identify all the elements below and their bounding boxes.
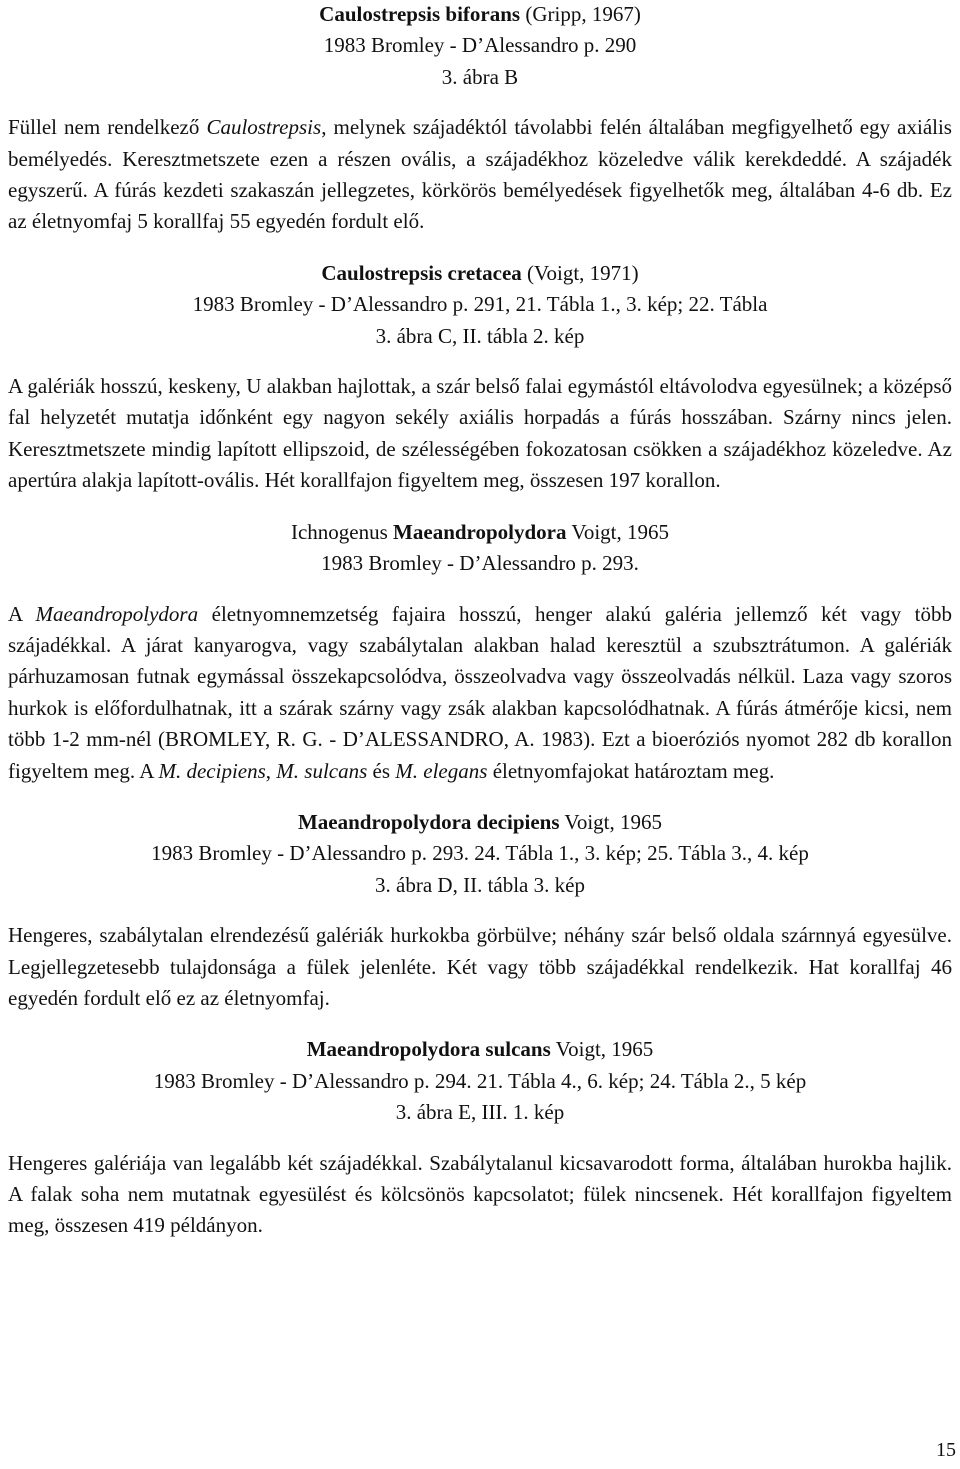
taxon-name: Maeandropolydora decipiens: [297, 809, 560, 834]
species-italic: M. decipiens: [158, 758, 266, 783]
rank-label: Ichnogenus: [290, 519, 394, 544]
author-year: (Gripp, 1967): [520, 2, 641, 26]
taxon-name: Caulostrepsis biforans: [319, 2, 521, 26]
species-italic: M. elegans: [395, 758, 488, 783]
taxon-name: Caulostrepsis cretacea: [321, 260, 522, 285]
author-year: Voigt, 1965: [566, 519, 670, 544]
author-year: Voigt, 1965: [559, 809, 663, 834]
figure-reference: 3. ábra C, II. tábla 2. kép: [375, 323, 585, 348]
section-heading: [8, 258, 952, 289]
reference-line: 1983 Bromley - D’Alessandro p. 293. 24. Tábla 1., 3. kép; 25. Tábla 3., 4. kép: [151, 841, 809, 866]
figure-reference: 3. ábra B: [441, 64, 519, 89]
figure-reference: 3. ábra D, II. tábla 3. kép: [375, 872, 585, 897]
figure-reference: 3. ábra E, III. 1. kép: [395, 1100, 565, 1125]
section-heading: [8, 517, 952, 548]
description-paragraph: Hengeres, szabálytalan elrendezésű galériák hurkokba görbülve; néhány szár belső oldala szárnnyá egyesülve. Legjellegzetesebb tulajdonsága a fülek jelenléte. Két vagy több szájadékkal rendelkezik. Hat korallfaj 46 egyedén fordult elő ez az életnyomfaj.: [8, 923, 952, 1010]
section-heading: [8, 807, 952, 838]
reference-line: 1983 Bromley - D’Alessandro p. 290: [323, 33, 637, 58]
taxon-name: Maeandropolydora: [393, 519, 567, 544]
genus-italic: Maeandropolydora: [35, 601, 199, 626]
author-year: (Voigt, 1971): [521, 260, 639, 285]
description-paragraph: Füllel nem rendelkező Caulostrepsis, melynek szájadéktól távolabbi felén általában megfigyelhető egy axiális bemélyedés. Keresztmetszete ezen a részen ovális, a szájadékhoz közeledve válik kerekdeddé. A szájadék egyszerű. A fúrás kezdeti szakaszán jellegzetes, körkörös bemélyedések figyelhetők meg, általában 4-6 db. Ez az életnyomfaj 5 korallfaj 55 egyedén fordult elő.: [8, 115, 952, 234]
reference-line: 1983 Bromley - D’Alessandro p. 294. 21. Tábla 4., 6. kép; 24. Tábla 2., 5 kép: [153, 1068, 807, 1093]
section-heading: [8, 0, 952, 30]
reference-line: 1983 Bromley - D’Alessandro p. 293.: [321, 551, 639, 576]
reference-line: 1983 Bromley - D’Alessandro p. 291, 21. Tábla 1., 3. kép; 22. Tábla: [192, 292, 768, 317]
page-number: 15: [936, 1439, 956, 1461]
description-paragraph: Hengeres galériája van legalább két szájadékkal. Szabálytalanul kicsavarodott forma, általában hurokba hajlik. A falak soha nem mutatnak egyesülést és kölcsönös kapcsolatot; fülek nincsenek. Hét korallfajon figyeltem meg, összesen 419 példányon.: [8, 1150, 952, 1238]
description-paragraph: A Maeandropolydora életnyomnemzetség fajaira hosszú, henger alakú galéria jellemző két vagy több szájadékkal. A járat kanyarogva, vagy szabálytalan alakban halad keresztül a szubsztrátumon. A galériák párhuzamosan futnak egymással összekapcsolódva, összeolvadva vagy összeolvadás nélkül. Laza vagy szoros hurkok is előfordulhatnak, itt a szárak szárny vagy zsák alakban kapcsolódhatnak. A fúrás átmérője kicsi, nem több 1-2 mm-nél (BROMLEY, R. G. - D’ALESSANDRO, A. 1983). Ezt a bioeróziós nyomot 282 db korallon figyeltem meg. A M. decipiens, M. sulcans és M. elegans életnyomfajokat határoztam meg.: [8, 601, 952, 783]
section-heading: [8, 1034, 952, 1065]
taxon-name: Maeandropolydora sulcans: [306, 1037, 551, 1062]
species-italic: M. sulcans: [276, 758, 368, 783]
genus-italic: Caulostrepsis: [206, 115, 322, 140]
document-page: [8, 0, 952, 1242]
author-year: Voigt, 1965: [550, 1037, 654, 1062]
description-paragraph: A galériák hosszú, keskeny, U alakban hajlottak, a szár belső falai egymástól eltávolodva egyesülnek; a középső fal helyzetét mutatja időnként egy nagyon sekély axiális horpadás a fúrás hosszában. Szárny nincs jelen. Keresztmetszete mindig lapított ellipszoid, de szélességében fokozatosan csökken a szájadékhoz közeledve. Az apertúra alakja lapított-ovális. Hét korallfajon figyeltem meg, összesen 197 korallon.: [8, 374, 952, 493]
